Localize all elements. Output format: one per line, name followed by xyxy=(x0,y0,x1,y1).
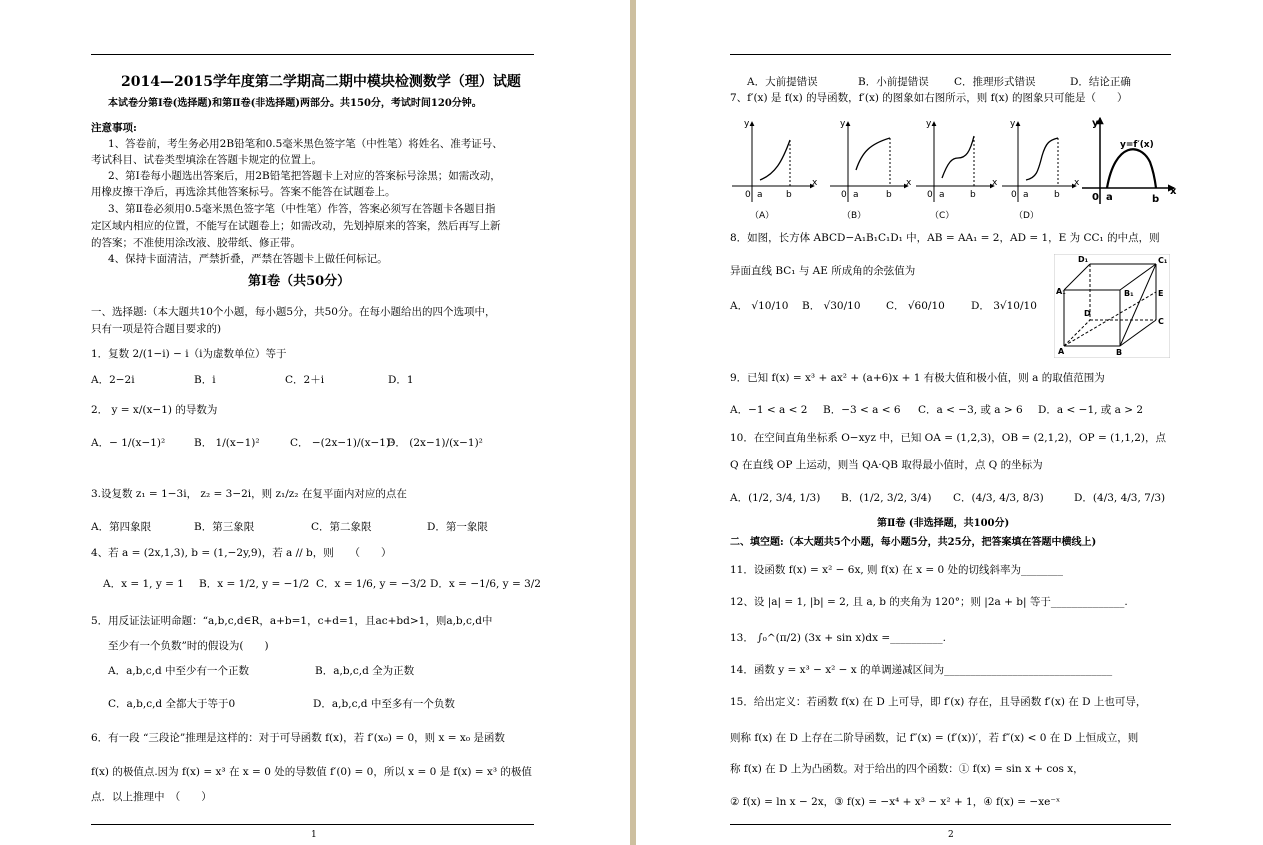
question-7-stem: 7、f′(x) 是 f(x) 的导函数，f′(x) 的图象如右图所示，则 f(x) 的图象只可能是（ ） xyxy=(730,92,1128,104)
graph-label: （D） xyxy=(1014,211,1039,221)
option: A．第四象限 xyxy=(91,521,152,533)
axis-label: a xyxy=(939,190,945,200)
notice-heading: 注意事项: xyxy=(91,122,137,134)
notice-line: 1、答卷前，考生务必用2B铅笔和0.5毫米黑色签字笔（中性笔）将姓名、准考证号、 xyxy=(108,138,503,150)
option: B．a,b,c,d 全为正数 xyxy=(315,665,415,677)
axis-label: b xyxy=(1054,190,1060,200)
axis-label: 0 xyxy=(1011,190,1017,200)
footer-rule xyxy=(91,824,534,825)
notice-line: 2、第Ⅰ卷每小题选出答案后，用2B铅笔把答题卡上对应的答案标号涂黑；如需改动， xyxy=(108,170,501,182)
question-15-stem: 称 f(x) 在 D 上为凸函数。对于给出的四个函数：① f(x) = sin x + cos x， xyxy=(730,763,1084,775)
footer-rule xyxy=(730,824,1171,825)
graph-c xyxy=(916,119,998,221)
option: C．(4/3, 4/3, 8/3) xyxy=(953,492,1044,504)
question-13: 13． ∫₀^(π/2) (3x + sin x)dx =__________. xyxy=(730,632,946,644)
axis-label: y xyxy=(926,119,932,129)
option: D． 3√10/10 xyxy=(971,300,1037,312)
axis-label: b xyxy=(1152,194,1160,205)
axis-label: a xyxy=(853,190,859,200)
mc-intro: 一、选择题:（本大题共10个小题，每小题5分，共50分。在每小题给出的四个选项中， xyxy=(91,306,496,318)
header-rule xyxy=(91,54,534,55)
exam-intro: 本试卷分第Ⅰ卷(选择题)和第Ⅱ卷(非选择题)两部分。共150分，考试时间120分钟。 xyxy=(108,98,482,109)
axis-label: b xyxy=(786,190,792,200)
axis-label: x xyxy=(812,178,818,188)
axis-label: b xyxy=(970,190,976,200)
page-number: 2 xyxy=(948,830,954,840)
option: A．(1/2, 3/4, 1/3) xyxy=(730,492,821,504)
option: B．i xyxy=(194,374,216,386)
graph-b xyxy=(830,119,912,221)
option: D．第一象限 xyxy=(427,521,488,533)
axis-label: x xyxy=(906,178,912,188)
derivative-label: y=f′(x) xyxy=(1120,140,1154,150)
exam-page-left xyxy=(0,0,630,845)
option: C． √60/10 xyxy=(886,300,945,312)
axis-label: y xyxy=(1092,118,1099,129)
question-4-stem: 4、若 a = (2x,1,3), b = (1,−2y,9)，若 a // b，则 （ ） xyxy=(91,547,392,559)
option: D．x = −1/6, y = 3/2 xyxy=(430,578,541,590)
page-title: 2014—2015学年度第二学期高二期中模块检测数学（理）试题 xyxy=(121,74,521,90)
question-8-stem: 8．如图，长方体 ABCD−A₁B₁C₁D₁ 中，AB = AA₁ = 2，AD = 1，E 为 CC₁ 的中点，则 xyxy=(730,232,1160,244)
axis-label: b xyxy=(886,190,892,200)
graph-label: （A） xyxy=(750,211,775,221)
option: B．x = 1/2, y = −1/2 xyxy=(199,578,310,590)
option: C．第二象限 xyxy=(311,521,372,533)
axis-label: 0 xyxy=(927,190,933,200)
vertex-label: A xyxy=(1058,347,1065,356)
option: C．a < −3, 或 a > 6 xyxy=(918,404,1023,416)
axis-label: y xyxy=(1010,119,1016,129)
option: A．a,b,c,d 中至少有一个正数 xyxy=(108,665,250,677)
axis-label: y xyxy=(744,119,750,129)
notice-line: 考试科目、试卷类型填涂在答题卡规定的位置上。 xyxy=(91,154,322,166)
option: B．−3 < a < 6 xyxy=(823,404,901,416)
vertex-label: B xyxy=(1116,348,1123,357)
axis-label: x xyxy=(1074,178,1080,188)
vertex-label: A₁ xyxy=(1056,287,1066,296)
vertex-label: C xyxy=(1158,317,1164,326)
option: D．(4/3, 4/3, 7/3) xyxy=(1074,492,1166,504)
question-6-stem: 点．以上推理中 （ ） xyxy=(91,791,212,803)
question-12: 12、设 |a| = 1, |b| = 2, 且 a, b 的夹角为 120°；则 |2a + b| 等于______________. xyxy=(730,596,1128,608)
question-7-graphs xyxy=(730,112,1180,224)
option: B． 1/(x−1)² xyxy=(194,437,260,449)
question-15-stem: 则称 f(x) 在 D 上存在二阶导函数，记 f″(x) = (f′(x))′，若 f″(x) < 0 在 D 上恒成立，则 xyxy=(730,732,1139,744)
option: A．x = 1, y = 1 xyxy=(103,578,184,590)
axis-label: 0 xyxy=(1092,192,1099,203)
question-10-stem: Q 在直线 OP 上运动，则当 QA·QB 取得最小值时，点 Q 的坐标为 xyxy=(730,459,1043,471)
question-10-stem: 10．在空间直角坐标系 O−xyz 中，已知 OA = (1,2,3)，OB = (2,1,2)，OP = (1,1,2)，点 xyxy=(730,432,1167,444)
question-2-stem: 2． y = x/(x−1) 的导数为 xyxy=(91,404,218,416)
axis-label: y xyxy=(840,119,846,129)
option: B．小前提错误 xyxy=(858,76,929,88)
option: C．2＋i xyxy=(285,374,325,386)
graph-label: （B） xyxy=(842,211,867,221)
graph-d xyxy=(1002,119,1080,221)
question-9-stem: 9．已知 f(x) = x³ + ax² + (a+6)x + 1 有极大值和极小值，则 a 的取值范围为 xyxy=(730,372,1105,384)
notice-line: 用橡皮擦干净后，再选涂其他答案标号。答案不能答在试题卷上。 xyxy=(91,186,396,198)
notice-line: 的答案；不准使用涂改液、胶带纸、修正带。 xyxy=(91,237,301,249)
option: D．a,b,c,d 中至多有一个负数 xyxy=(313,698,455,710)
question-3-stem: 3.设复数 z₁ = 1−3i， z₂ = 3−2i，则 z₁/z₂ 在复平面内对应的点在 xyxy=(91,488,407,500)
axis-label: a xyxy=(1106,192,1113,203)
axis-label: 0 xyxy=(841,190,847,200)
option: D．a < −1, 或 a > 2 xyxy=(1038,404,1144,416)
derivative-graph xyxy=(1082,118,1177,205)
vertex-label: E xyxy=(1158,289,1164,298)
option: D．结论正确 xyxy=(1070,76,1131,88)
mc-intro: 只有一项是符合题目要求的) xyxy=(91,323,222,335)
question-6-stem: 6．有一段 “三段论”推理是这样的：对于可导函数 f(x)，若 f′(x₀) = 0，则 x = x₀ 是函数 xyxy=(91,732,505,744)
question-8-stem: 异面直线 BC₁ 与 AE 所成角的余弦值为 xyxy=(730,265,916,277)
option: A． √10/10 xyxy=(730,300,789,312)
option: D．1 xyxy=(388,374,414,386)
option: C．x = 1/6, y = −3/2 xyxy=(316,578,427,590)
header-rule xyxy=(730,54,1171,55)
option: C．a,b,c,d 全都大于等于0 xyxy=(108,698,236,710)
option: B．(1/2, 3/2, 3/4) xyxy=(841,492,932,504)
option: C．推理形式错误 xyxy=(954,76,1036,88)
vertex-label: D xyxy=(1084,309,1091,318)
option: D． (2x−1)/(x−1)² xyxy=(387,437,483,449)
vertex-label: D₁ xyxy=(1078,255,1089,264)
exam-page-right xyxy=(636,0,1263,845)
option: A．− 1/(x−1)² xyxy=(91,437,166,449)
question-11: 11．设函数 f(x) = x² − 6x, 则 f(x) 在 x = 0 处的切线斜率为________ xyxy=(730,564,1063,576)
graph-a xyxy=(732,119,818,221)
cuboid-figure xyxy=(1054,254,1170,358)
graph-label: （C） xyxy=(930,211,955,221)
question-1-stem: 1．复数 2/(1−i) − i（i为虚数单位）等于 xyxy=(91,348,287,360)
axis-label: a xyxy=(757,190,763,200)
option: B． √30/10 xyxy=(802,300,861,312)
question-14: 14．函数 y = x³ − x² − x 的单调递减区间为________________________________ xyxy=(730,664,1113,676)
vertex-label: B₁ xyxy=(1124,289,1134,298)
option: B．第三象限 xyxy=(194,521,255,533)
question-5-stem: 5．用反证法证明命题：“a,b,c,d∈R，a+b=1，c+d=1，且ac+bd>1，则a,b,c,d中 xyxy=(91,615,493,627)
fill-intro: 二、填空题:（本大题共5个小题，每小题5分，共25分，把答案填在答题中横线上) xyxy=(730,537,1097,548)
option: A．2−2i xyxy=(91,374,135,386)
notice-line: 4、保持卡面清洁，严禁折叠，严禁在答题卡上做任何标记。 xyxy=(108,253,388,265)
question-6-stem: f(x) 的极值点.因为 f(x) = x³ 在 x = 0 处的导数值 f′(0) = 0，所以 x = 0 是 f(x) = x³ 的极值 xyxy=(91,766,532,778)
vertex-label: C₁ xyxy=(1158,256,1168,265)
section-2-title: 第Ⅱ卷 (非选择题，共100分) xyxy=(877,518,1010,529)
axis-label: x xyxy=(992,178,998,188)
axis-label: x xyxy=(1170,186,1177,197)
option: A．−1 < a < 2 xyxy=(730,404,808,416)
option: C． −(2x−1)/(x−1)² xyxy=(290,437,395,449)
axis-label: a xyxy=(1023,190,1029,200)
question-15-stem: ② f(x) = ln x − 2x，③ f(x) = −x⁴ + x³ − x² + 1，④ f(x) = −xe⁻ˣ xyxy=(730,796,1061,808)
notice-line: 定区域内相应的位置，不能写在试题卷上；如需改动，先划掉原来的答案，然后再写上新 xyxy=(91,220,501,232)
notice-line: 3、第Ⅱ卷必须用0.5毫米黑色签字笔（中性笔）作答，答案必须写在答题卡各题目指 xyxy=(108,203,496,215)
option: A．大前提错误 xyxy=(747,76,818,88)
question-5-stem: 至少有一个负数”时的假设为( ) xyxy=(108,640,269,652)
question-15-stem: 15．给出定义：若函数 f(x) 在 D 上可导，即 f′(x) 存在，且导函数 f′(x) 在 D 上也可导， xyxy=(730,696,1147,708)
section-title: 第Ⅰ卷（共50分） xyxy=(248,274,351,289)
page-number: 1 xyxy=(311,830,317,840)
axis-label: 0 xyxy=(745,190,751,200)
